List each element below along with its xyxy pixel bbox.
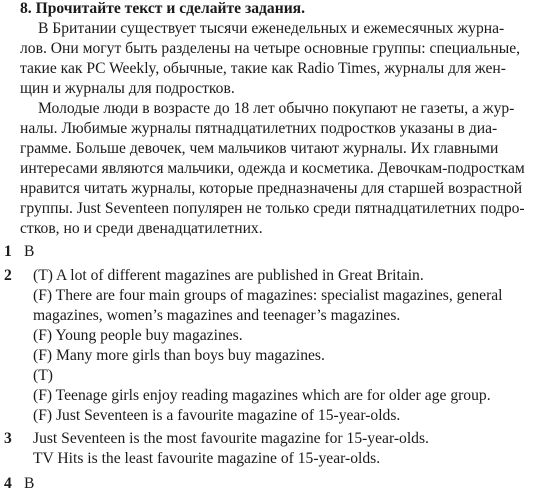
paragraph1-line-1: В Британии существует тысячи еженедельных и ежемесячных журна- — [38, 20, 505, 37]
answer-1-text: B — [24, 243, 35, 260]
answer-3-number: 3 — [4, 430, 12, 447]
answer-2-line-8: (F) Just Seventeen is a favourite magazine of 15-year-olds. — [33, 407, 401, 424]
paragraph1-line-3: такие как PC Weekly, обычные, такие как Radio Times, журналы для жен- — [20, 60, 506, 77]
paragraph2-line-2: налы. Любимые журналы пятнадцатилетних подростков указаны в диа- — [20, 120, 498, 137]
answer-4-number: 4 — [4, 475, 12, 492]
paragraph2-line-7: стков, но и среди двенадцатилетних. — [20, 220, 263, 237]
answer-2-line-6: (T) — [33, 367, 53, 384]
paragraph2-line-3: грамме. Больше девочек, чем мальчиков читают журналы. Их главными — [20, 140, 499, 157]
paragraph2-line-4: интересами являются мальчики, одежда и косметика. Девочкам-подросткам — [20, 160, 525, 177]
paragraph2-line-6: группы. Just Seventeen популярен не только среди пятнадцатилетних подро- — [20, 200, 525, 217]
answer-2-line-7: (F) Teenage girls enjoy reading magazines which are for older age group. — [33, 387, 491, 404]
paragraph2-line-5: нравится читать журналы, которые предназначены для старшей возрастной — [20, 180, 523, 197]
paragraph2-line-1: Молодые люди в возрасте до 18 лет обычно покупают не газеты, а жур- — [38, 100, 515, 117]
answer-2-line-3: magazines, women’s magazines and teenager’s magazines. — [33, 307, 401, 324]
answer-2-line-4: (F) Young people buy magazines. — [33, 327, 243, 344]
answer-4-text: B — [24, 475, 35, 492]
answer-2-line-2: (F) There are four main groups of magazines: specialist magazines, general — [33, 287, 503, 304]
paragraph1-line-2: лов. Они могут быть разделены на четыре основные группы: специальные, — [20, 40, 521, 57]
paragraph1-line-4: щин и журналы для подростков. — [20, 80, 235, 97]
answer-2-number: 2 — [4, 267, 12, 284]
answer-2-line-5: (F) Many more girls than boys buy magazines. — [33, 347, 325, 364]
answer-2-line-1: (T) A lot of different magazines are published in Great Britain. — [33, 267, 424, 284]
answer-3-line-1: Just Seventeen is the most favourite magazine for 15-year-olds. — [33, 430, 429, 447]
answer-3-line-2: TV Hits is the least favourite magazine of 15-year-olds. — [33, 450, 381, 467]
answer-1-number: 1 — [4, 243, 12, 260]
exercise-title: 8. Прочитайте текст и сделайте задания. — [20, 0, 306, 17]
